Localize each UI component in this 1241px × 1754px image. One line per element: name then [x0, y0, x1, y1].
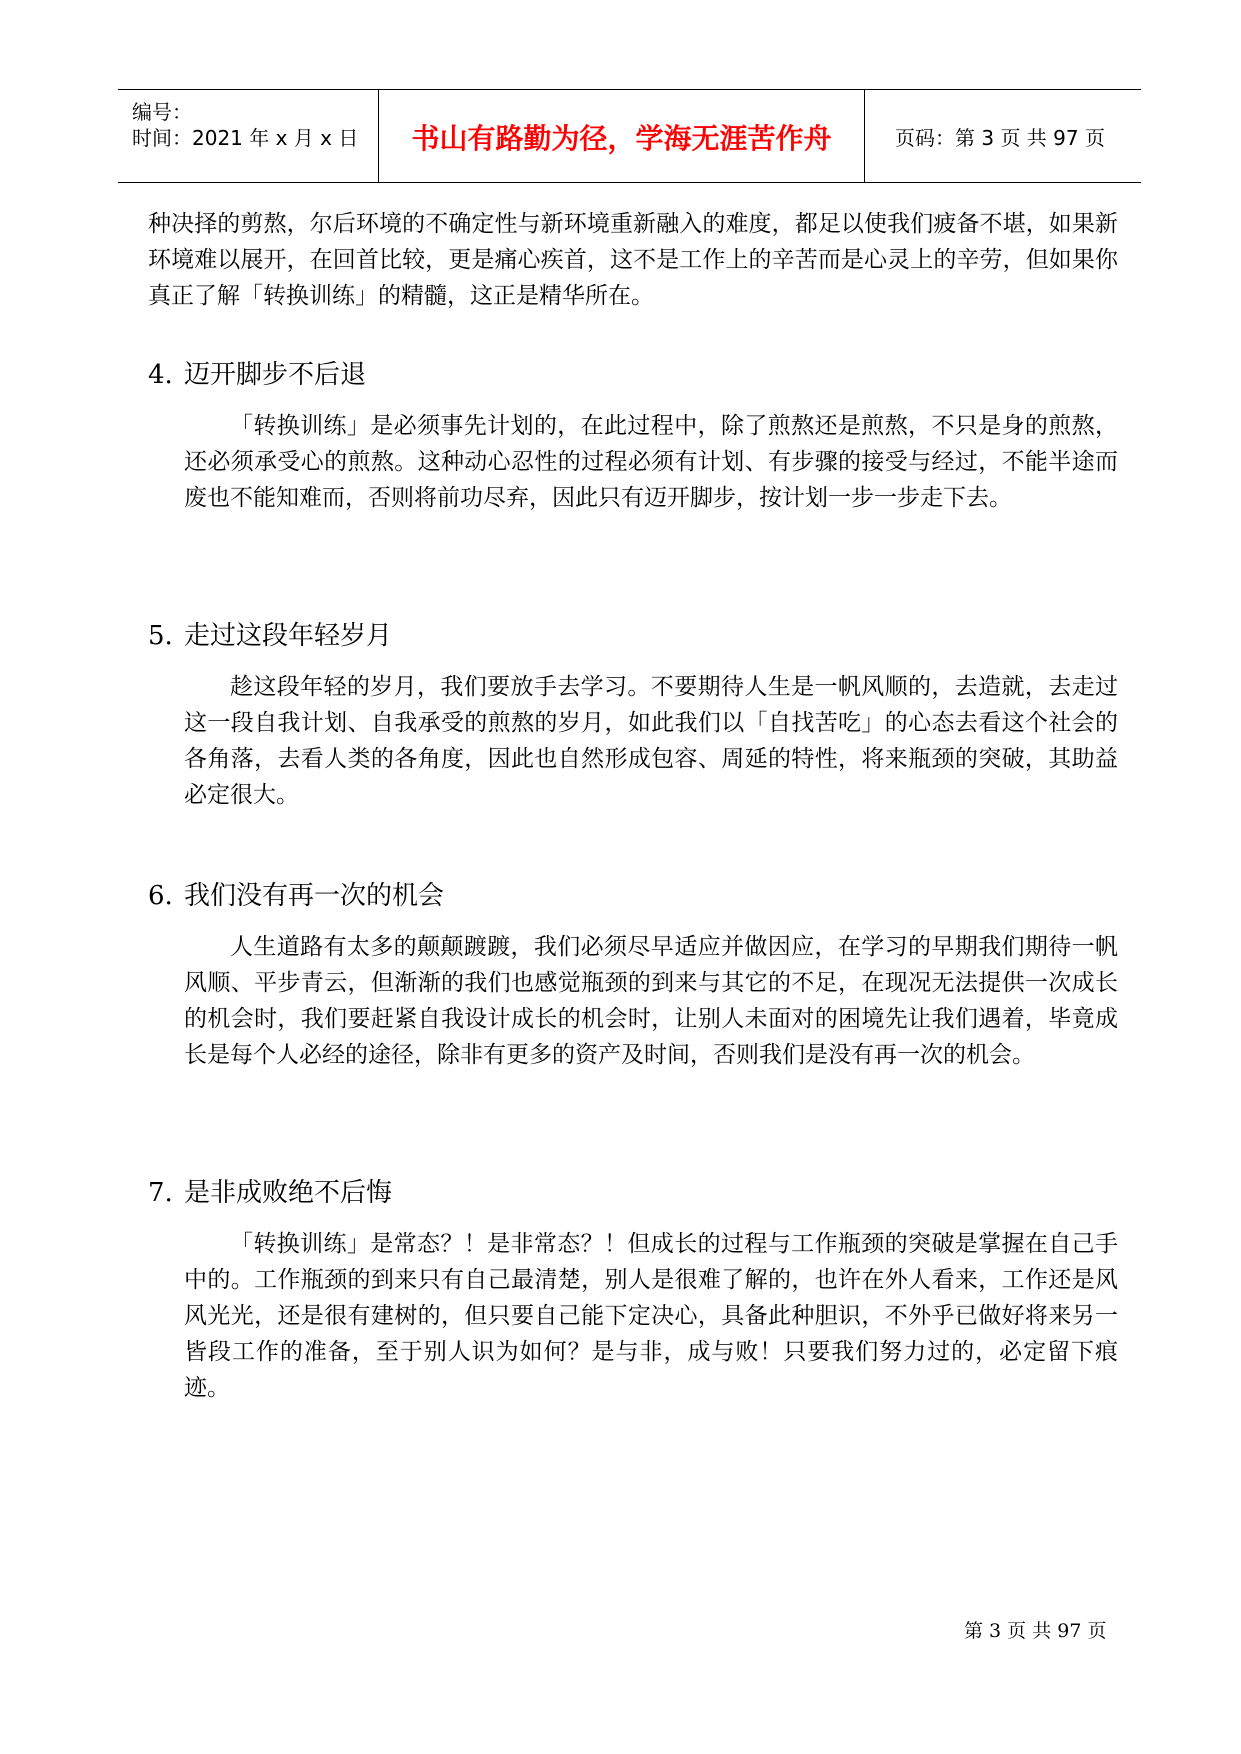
- section-body: 趁这段年轻的岁月，我们要放手去学习。不要期待人生是一帆风顺的，去造就，去走过这一段自我计划、自我承受的煎熬的岁月，如此我们以「自找苦吃」的心态去看这个社会的各角落，去看人类的各角度，因此也自然形成包容、周延的特性，将来瓶颈的突破，其助益必定很大。: [184, 674, 1118, 808]
- section-6: [148, 879, 1118, 1073]
- section-body: 人生道路有太多的颠颠踱踱，我们必须尽早适应并做因应，在学习的早期我们期待一帆风顺、平步青云，但渐渐的我们也感觉瓶颈的到来与其它的不足，在现况无法提供一次成长的机会时，我们要赶紧自我设计成长的机会时，让别人未面对的困境先让我们遇着，毕竟成长是每个人必经的途径，除非有更多的资产及时间，否则我们是没有再一次的机会。: [184, 934, 1118, 1068]
- section-title: 是非成败绝不后悔: [184, 1178, 393, 1208]
- section-heading: [148, 619, 1118, 653]
- section-number: 7.: [148, 1178, 173, 1208]
- header-page-cell: [865, 90, 1141, 182]
- section-heading: [148, 879, 1118, 913]
- page-header: [118, 89, 1141, 183]
- section-heading: [148, 1176, 1118, 1210]
- section-title: 我们没有再一次的机会: [184, 881, 445, 911]
- section-number: 5.: [148, 621, 173, 651]
- section-number: 6.: [148, 881, 173, 911]
- section-title: 走过这段年轻岁月: [184, 621, 393, 651]
- header-page-info: 页码：第 3 页 共 97 页: [895, 126, 1105, 150]
- header-meta-cell: [118, 90, 378, 182]
- section-number: 4.: [148, 360, 173, 390]
- serial-label: 编号：: [132, 100, 192, 124]
- section-body: 「转换训练」是常态？！是非常态？！但成长的过程与工作瓶颈的突破是掌握在自己手中的。工作瓶颈的到来只有自己最清楚，别人是很难了解的，也许在外人看来，工作还是风风光光，还是很有建树的，但只要自己能下定决心，具备此种胆识，不外乎已做好将来另一皆段工作的准备，至于别人识为如何？是与非，成与败！只要我们努力过的，必定留下痕迹。: [184, 1231, 1118, 1401]
- section-4: [148, 358, 1118, 516]
- time-label: 时间：2021 年 x 月 x 日: [132, 126, 359, 150]
- intro-paragraph: 种决择的剪熬，尔后环境的不确定性与新环境重新融入的难度，都足以使我们疲备不堪，如果新环境难以展开，在回首比较，更是痛心疾首，这不是工作上的辛苦而是心灵上的辛劳，但如果你真正了解「转换训练」的精髓，这正是精华所在。: [148, 211, 1118, 309]
- section-body: 「转换训练」是必须事先计划的，在此过程中，除了煎熬还是煎熬，不只是身的煎熬，还必须承受心的煎熬。这种动心忍性的过程必须有计划、有步骤的接受与经过，不能半途而废也不能知难而，否则将前功尽弃，因此只有迈开脚步，按计划一步一步走下去。: [184, 413, 1118, 511]
- header-motto-cell: [378, 90, 865, 182]
- section-5: [148, 619, 1118, 813]
- motto: 书山有路勤为径，学海无涯苦作舟: [411, 122, 832, 155]
- section-7: [148, 1176, 1118, 1406]
- section-heading: [148, 358, 1118, 392]
- page-footer: 第 3 页 共 97 页: [964, 1620, 1107, 1642]
- section-title: 迈开脚步不后退: [184, 360, 367, 390]
